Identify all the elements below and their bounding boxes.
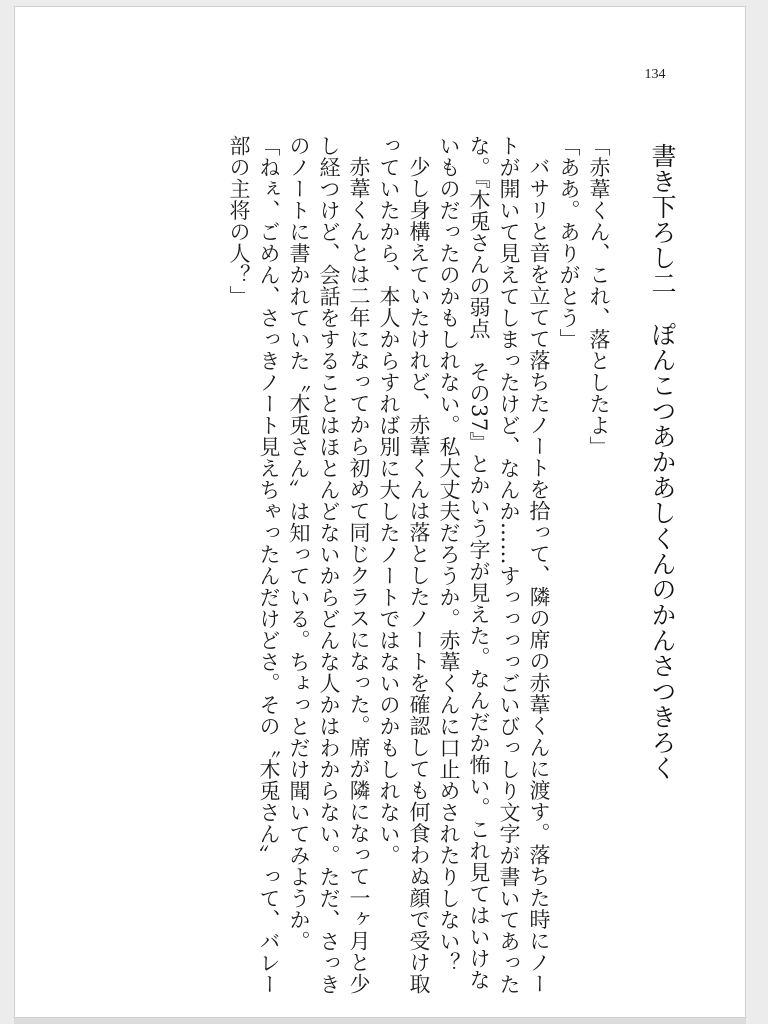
paragraph: バサリと音を立てて落ちたノートを拾って、隣の席の赤葦くんに渡す。落ちた時にノートが開いて見えてしまったけど、なんか……すっっっっごいびっしり文字が書いてあったな。『木兎さんの弱点 その37』とかいう字が見えた。なんだか怖い。これ見てはいけないものだったのかもしれない。私大丈夫だろうか。赤葦くんに口止めされたりしない？ xyxy=(437,135,551,995)
vertical-text-body xyxy=(160,135,680,995)
page-number: 134 xyxy=(644,67,666,82)
paragraph: 少し身構えていたけれど、赤葦くんは落としたノートを確認しても何食わぬ顔で受け取っていたから、本人からすれば別に大したノートではないのかもしれない。 xyxy=(377,135,431,995)
book-page xyxy=(14,6,746,1018)
paragraph: 「ああ。ありがとう」 xyxy=(557,135,581,350)
paragraph: 「ねぇ、ごめん、さっきノート見えちゃったんだけどさ。その〝木兎さん〟って、バレー部の主将の人？」 xyxy=(227,135,281,995)
paragraph: 「赤葦くん、これ、落としたよ」 xyxy=(587,135,611,458)
chapter-title: 書き下ろし二 ぽんこつあかあしくんのかんさつきろく xyxy=(648,143,677,781)
paragraph: 赤葦くんとは二年になってから初めて同じクラスになった。席が隣になって一ヶ月と少し経つけど、会話をすることはほとんどないからどんな人かはわからない。ただ、さっきのノートに書かれていた〝木兎さん〟は知っている。ちょっとだけ聞いてみようか。 xyxy=(287,135,371,995)
next-page-edge xyxy=(14,1018,746,1024)
